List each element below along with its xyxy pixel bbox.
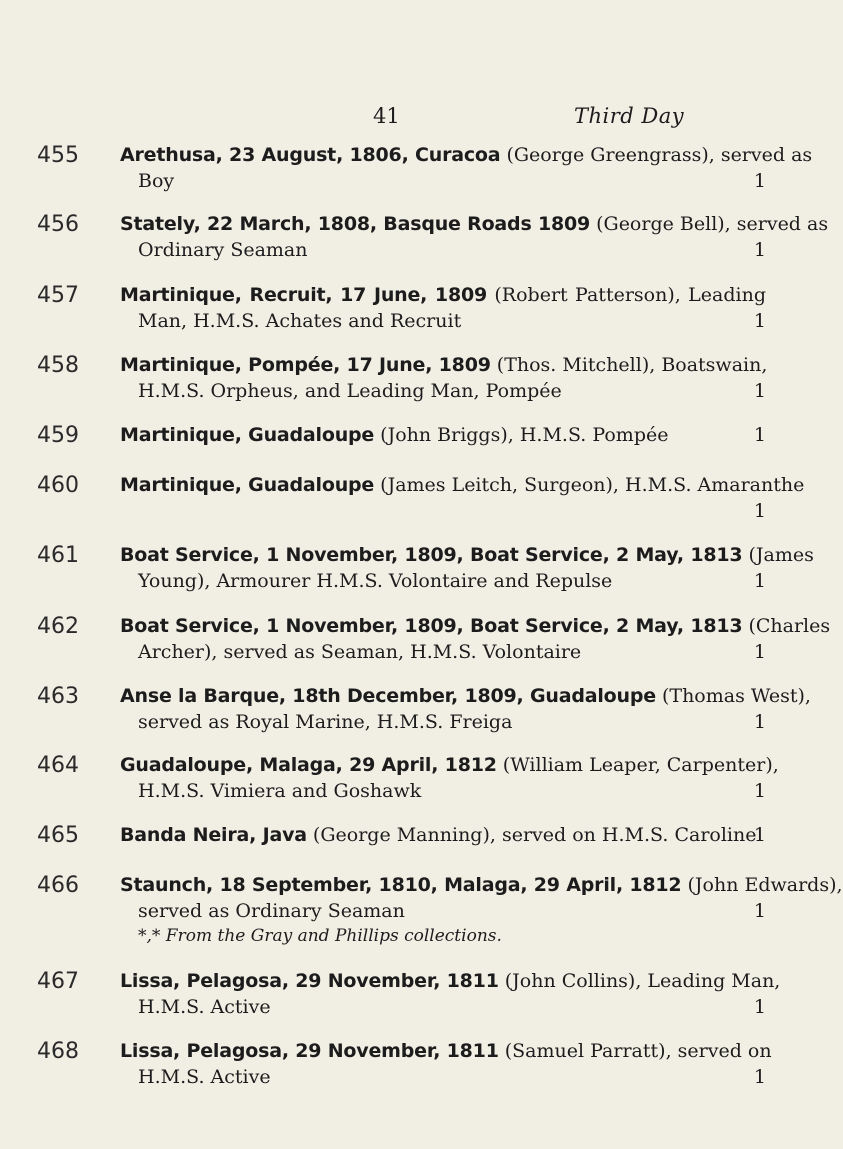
lot-detail: (George Bell), served as: [590, 213, 829, 235]
lot-quantity: 1: [753, 1066, 766, 1088]
lot-quantity: 1: [753, 996, 766, 1018]
lot-quantity: 1: [753, 824, 766, 846]
provenance-note: *,* From the Gray and Phillips collections.: [138, 926, 502, 946]
lot-number: 468: [37, 1039, 79, 1064]
lot-quantity: 1: [753, 500, 766, 522]
lot-detail: (William Leaper, Carpenter),: [496, 754, 779, 776]
lot-number: 467: [37, 969, 79, 994]
lot-detail: (Thos. Mitchell), Boatswain,: [490, 354, 768, 376]
lot-quantity: 1: [753, 310, 766, 332]
lot-detail-continued: Archer), served as Seaman, H.M.S. Volontaire: [138, 641, 582, 663]
lot-title: Guadaloupe, Malaga, 29 April, 1812: [120, 754, 497, 776]
lot-detail-continued: Young), Armourer H.M.S. Volontaire and Repulse: [138, 570, 613, 592]
lot-title: Staunch, 18 September, 1810, Malaga, 29 April, 1812: [120, 874, 682, 896]
lot-number: 462: [37, 614, 79, 639]
lot-title: Lissa, Pelagosa, 29 November, 1811: [120, 1040, 499, 1062]
lot-number: 459: [37, 423, 79, 448]
lot-title: Martinique, Pompée, 17 June, 1809: [120, 354, 491, 376]
lot-number: 464: [37, 753, 79, 778]
lot-title: Stately, 22 March, 1808, Basque Roads 1809: [120, 213, 591, 235]
page-header: [0, 104, 800, 134]
lot-description: [120, 683, 811, 735]
lot-title: Anse la Barque, 18th December, 1809, Guadaloupe: [120, 685, 656, 707]
lot-detail: (James Leitch, Surgeon), H.M.S. Amaranthe: [374, 474, 805, 496]
lot-description: [120, 613, 831, 665]
lot-number: 458: [37, 353, 79, 378]
lot-detail-continued: H.M.S. Vimiera and Goshawk: [138, 780, 422, 802]
lot-detail-continued: H.M.S. Active: [138, 1066, 271, 1088]
lot-detail-continued: Boy: [138, 170, 175, 192]
lot-description: [120, 1038, 772, 1090]
lot-number: 455: [37, 143, 79, 168]
lot-detail: (Robert Patterson), Leading: [487, 284, 766, 306]
lot-detail: (Charles: [742, 615, 831, 637]
lot-description: [120, 472, 805, 524]
lot-title: Boat Service, 1 November, 1809, Boat Service, 2 May, 1813: [120, 615, 743, 637]
lot-detail: (Samuel Parratt), served on: [498, 1040, 772, 1062]
lot-number: 457: [37, 283, 79, 308]
lot-title: Lissa, Pelagosa, 29 November, 1811: [120, 970, 499, 992]
lot-description: [120, 968, 781, 1020]
lot-title: Martinique, Recruit, 17 June, 1809: [120, 284, 488, 306]
lot-quantity: 1: [753, 711, 766, 733]
lot-quantity: 1: [753, 780, 766, 802]
day-label: Third Day: [574, 104, 685, 128]
lot-detail: (James: [742, 544, 814, 566]
lot-title: Martinique, Guadaloupe: [120, 424, 375, 446]
lot-quantity: 1: [753, 239, 766, 261]
lot-description: [120, 211, 829, 263]
lot-detail-continued: served as Royal Marine, H.M.S. Freiga: [138, 711, 513, 733]
lot-description: [120, 282, 766, 334]
lot-quantity: 1: [753, 641, 766, 663]
lot-description: [120, 142, 813, 194]
lot-detail: (John Briggs), H.M.S. Pompée: [374, 424, 669, 446]
lot-number: 465: [37, 823, 79, 848]
page-number: 41: [373, 104, 400, 128]
lot-detail: (John Edwards),: [681, 874, 843, 896]
lot-number: 461: [37, 543, 79, 568]
lot-quantity: 1: [753, 424, 766, 446]
lot-detail-continued: Man, H.M.S. Achates and Recruit: [138, 310, 462, 332]
lot-title: Banda Neira, Java: [120, 824, 307, 846]
lot-detail-continued: served as Ordinary Seaman: [138, 900, 405, 922]
lot-quantity: 1: [753, 380, 766, 402]
lot-title: Arethusa, 23 August, 1806, Curacoa: [120, 144, 501, 166]
lot-quantity: 1: [753, 900, 766, 922]
lot-number: 466: [37, 873, 79, 898]
lot-detail: (John Collins), Leading Man,: [498, 970, 781, 992]
lot-description: [120, 752, 779, 804]
lot-description: [120, 872, 843, 948]
lot-description: [120, 822, 766, 848]
lot-detail: (Thomas West),: [655, 685, 811, 707]
lot-detail-continued: H.M.S. Active: [138, 996, 271, 1018]
lot-number: 456: [37, 212, 79, 237]
lot-title: Martinique, Guadaloupe: [120, 474, 375, 496]
lot-number: 463: [37, 684, 79, 709]
lot-quantity: 1: [753, 570, 766, 592]
lot-description: [120, 352, 766, 404]
lot-detail: (George Manning), served on H.M.S. Caroline: [306, 824, 757, 846]
lot-number: 460: [37, 473, 79, 498]
lot-detail-continued: Ordinary Seaman: [138, 239, 308, 261]
lot-detail-continued: H.M.S. Orpheus, and Leading Man, Pompée: [138, 380, 562, 402]
lot-title: Boat Service, 1 November, 1809, Boat Service, 2 May, 1813: [120, 544, 743, 566]
lot-detail: (George Greengrass), served as: [500, 144, 813, 166]
lot-description: [120, 422, 766, 448]
lot-quantity: 1: [753, 170, 766, 192]
lot-description: [120, 542, 814, 594]
